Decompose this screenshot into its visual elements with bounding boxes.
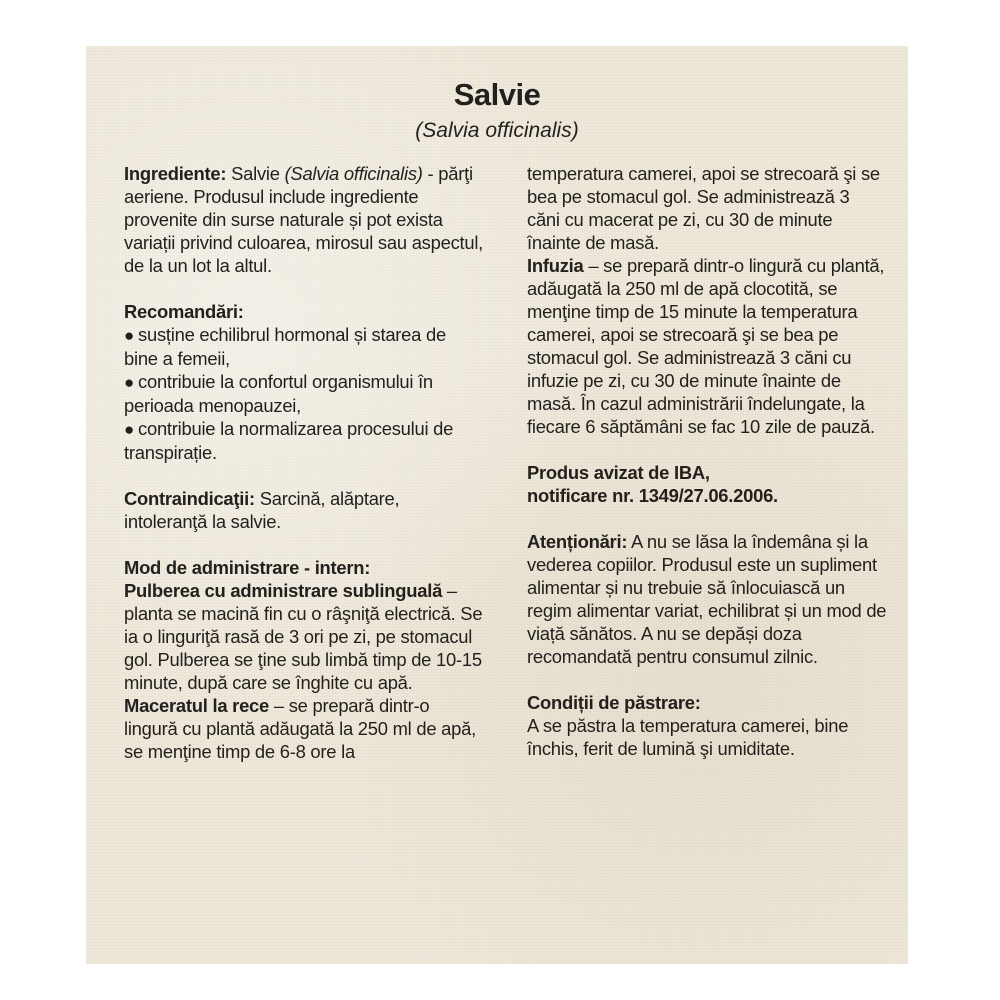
cold-maceration-continued: [527, 162, 887, 438]
warnings-section: [527, 530, 887, 668]
powder-label: Pulberea cu administrare sublinguală: [124, 580, 443, 601]
ingredients-text: Salvie: [226, 163, 285, 184]
warnings-text: A nu se lăsa la îndemâna și la vederea copiilor. Produsul este un supliment alimentar și nu trebuie să înlocuiască un regim alimentar variat, echilibrat și un mod de viață sănătos. A nu se depăși doza recomandată pentru consumul zilnic.: [527, 531, 887, 667]
storage-section: [527, 691, 887, 760]
recommendation-item: ● contribuie la normalizarea procesului de transpirație.: [124, 418, 453, 463]
contraindications-text: Sarcină, alăptare, intoleranţă la salvie.: [124, 488, 400, 532]
recommendations-section: [124, 300, 484, 464]
ingredients-label: Ingrediente:: [124, 163, 227, 184]
administration-section: [124, 556, 484, 763]
left-column: [124, 162, 484, 763]
storage-text: A se păstra la temperatura camerei, bine închis, ferit de lumină şi umiditate.: [527, 715, 849, 759]
infusion-text: – se prepară dintr-o lingură cu plantă, adăugată la 250 ml de apă clocotită, se menţine timp de 15 minute la temperatura camerei, apoi se strecoară şi se bea pe stomacul gol. Se administrează 3 căni cu infuzie pe zi, cu 30 de minute înainte de masă. În cazul administrării îndelungate, la fiecare 6 săptămâni se fac 10 zile de pauză.: [527, 255, 885, 437]
warnings-label: Atenționări:: [527, 531, 628, 552]
contraindications-section: [124, 487, 484, 533]
product-label-card: [86, 46, 908, 964]
recommendations-heading: Recomandări:: [124, 301, 244, 322]
approval-line-2: notificare nr. 1349/27.06.2006.: [527, 485, 778, 506]
recommendation-item: ● contribuie la confortul organismului în perioada menopauzei,: [124, 371, 433, 416]
storage-heading: Condiții de păstrare:: [527, 692, 701, 713]
ingredients-description: - părţi aeriene. Produsul include ingrediente provenite din surse naturale și pot exista variații privind culoarea, mirosul sau aspectul, de la un lot la altul.: [124, 163, 484, 276]
product-latin-name: (Salvia officinalis): [415, 119, 579, 142]
recommendation-item: ● susține echilibrul hormonal și starea de bine a femeii,: [124, 324, 446, 369]
cold-maceration-text-continued: temperatura camerei, apoi se strecoară şi se bea pe stomacul gol. Se administrează 3 căni cu macerat pe zi, cu 30 de minute înainte de masă.: [527, 163, 880, 253]
product-title: Salvie: [453, 77, 541, 112]
ingredients-section: [124, 162, 484, 277]
right-column: [527, 162, 887, 760]
approval-section: [527, 461, 887, 507]
powder-text: – planta se macină fin cu o râşniţă electrică. Se ia o linguriţă rasă de 3 ori pe zi, pe stomacul gol. Pulberea se ţine sub limbă timp de 10-15 minute, după care se înghite cu apă.: [124, 580, 483, 693]
infusion-label: Infuzia: [527, 255, 584, 276]
contraindications-label: Contraindicaţii:: [124, 488, 255, 509]
approval-line-1: Produs avizat de IBA,: [527, 462, 710, 483]
administration-heading: Mod de administrare - intern:: [124, 557, 371, 578]
cold-maceration-label: Maceratul la rece: [124, 695, 270, 716]
cold-maceration-text: – se prepară dintr-o lingură cu plantă adăugată la 250 ml de apă, se menţine timp de 6-8 ore la: [124, 695, 476, 762]
ingredients-latin: (Salvia officinalis): [284, 163, 423, 184]
